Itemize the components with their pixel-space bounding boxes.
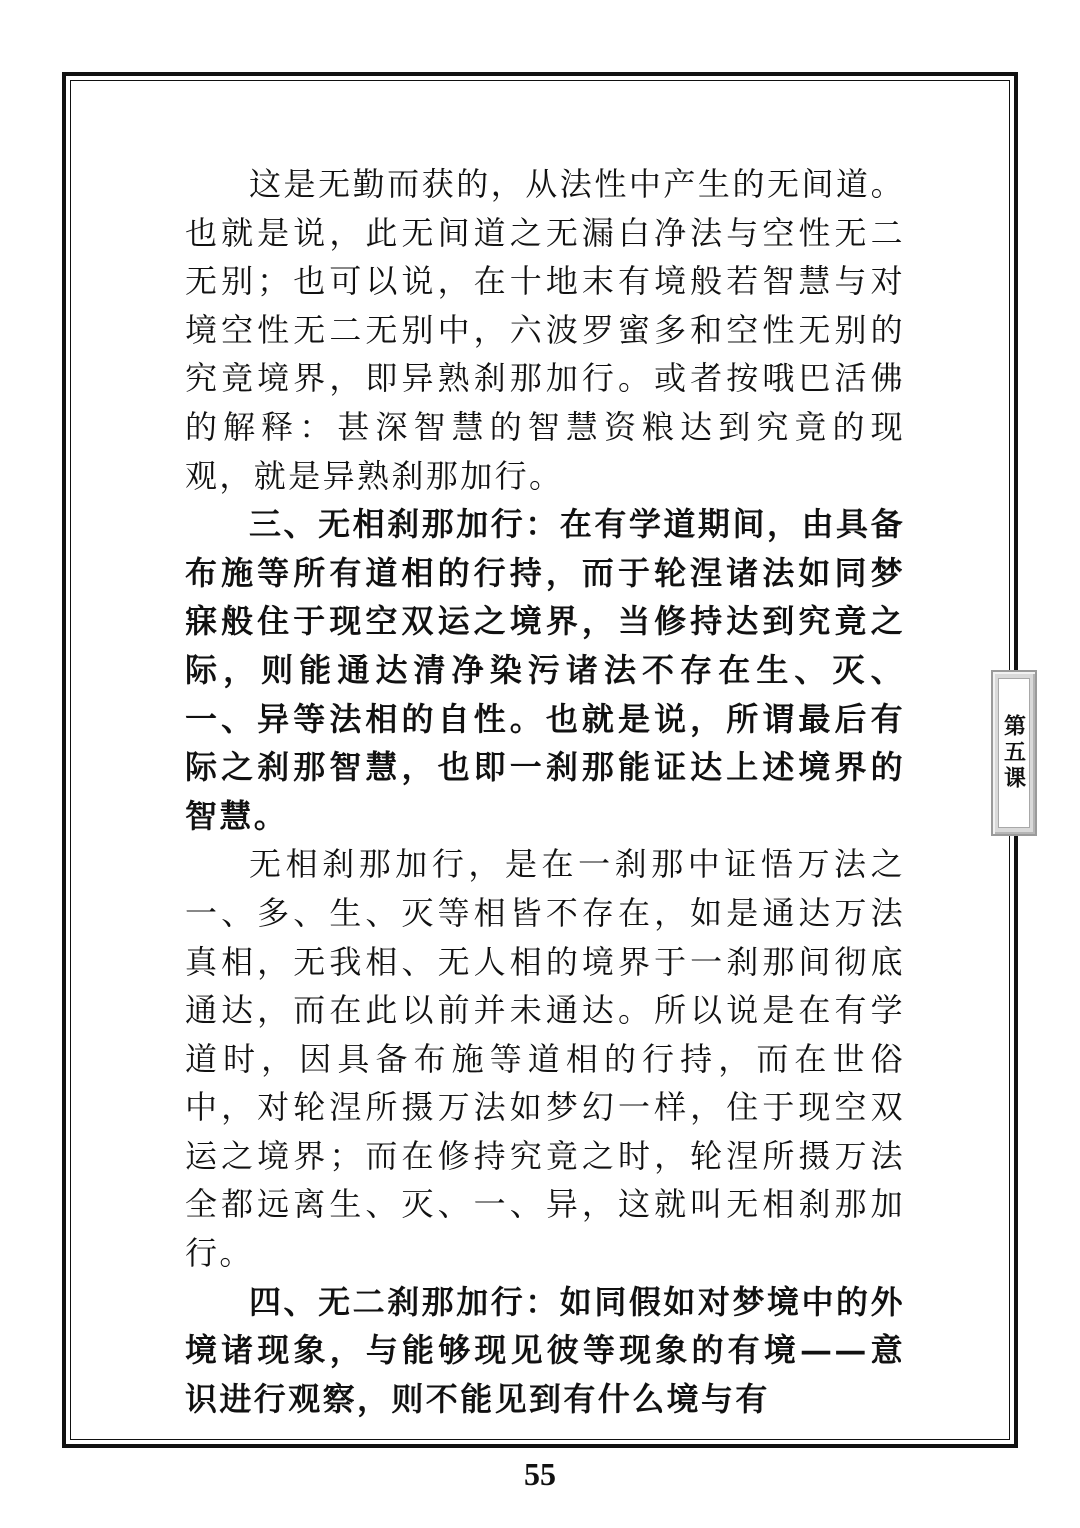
- paragraph-1: 这是无勤而获的，从法性中产生的无间道。也就是说，此无间道之无漏白净法与空性无二无别；也可以说，在十地末有境般若智慧与对境空性无二无别中，六波罗蜜多和空性无别的究竟境界，即异熟刹那加行。或者按哦巴活佛的解释：甚深智慧的智慧资粮达到究竟的现观，就是异熟刹那加行。: [185, 165, 905, 495]
- chapter-side-tab-inner: [998, 678, 1030, 828]
- page-body: [185, 160, 905, 1423]
- paragraph-2-heading-three: 三、无相刹那加行：在有学道期间，由具备布施等所有道相的行持，而于轮涅诸法如同梦寐般住于现空双运之境界，当修持达到究竟之际，则能通达清净染污诸法不存在生、灭、一、异等法相的自性。也就是说，所谓最后有际之刹那智慧，也即一刹那能证达上述境界的智慧。: [185, 505, 905, 835]
- paragraph-3: 无相刹那加行，是在一刹那中证悟万法之一、多、生、灭等相皆不存在，如是通达万法真相，无我相、无人相的境界于一刹那间彻底通达，而在此以前并未通达。所以说是在有学道时，因具备布施等道相的行持，而在世俗中，对轮涅所摄万法如梦幻一样，住于现空双运之境界；而在修持究竟之时，轮涅所摄万法全都远离生、灭、一、异，这就叫无相刹那加行。: [185, 845, 905, 1273]
- paragraph-4-heading-four: 四、无二刹那加行：如同假如对梦境中的外境诸现象，与能够现见彼等现象的有境——意识进行观察，则不能见到有什么境与有: [185, 1282, 905, 1418]
- page-number: 55: [524, 1456, 556, 1492]
- chapter-side-tab: [991, 670, 1037, 836]
- chapter-side-tab-label: 第五课: [1000, 714, 1027, 792]
